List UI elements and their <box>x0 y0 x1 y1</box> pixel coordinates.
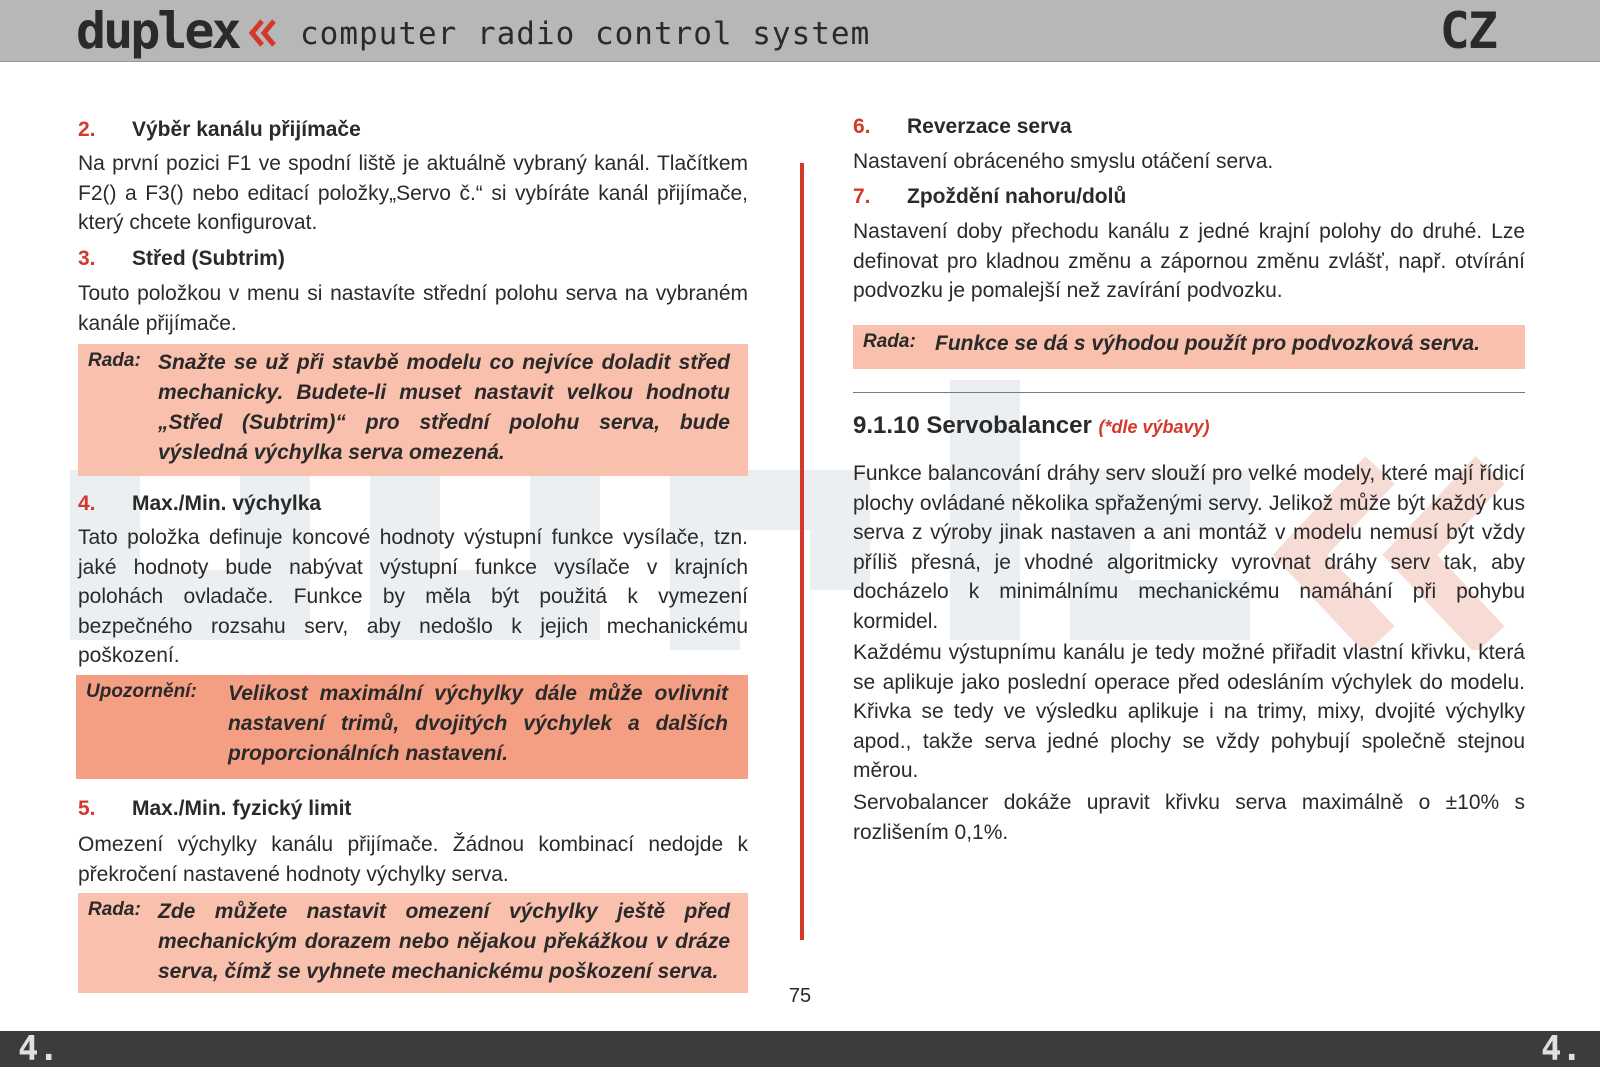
page-footer <box>0 1031 1600 1067</box>
tip-box <box>78 893 748 993</box>
heading-3 <box>78 245 285 273</box>
heading-7 <box>853 183 1126 211</box>
paragraph-7: Nastavení doby přechodu kanálu z jedné krajní polohy do druhé. Lze definovat pro kladnou změnu a zápornou změnu zvlášť, např. otvírání podvozku je pomalejší než zavírání podvozku. <box>853 220 1525 302</box>
paragraph-servobalancer-1: Funkce balancování dráhy serv slouží pro velké modely, které mají řídicí plochy ovládané několika spřaženými servy. Jelikož může být každý kus serva z výroby jinak nastaven a ani montáž v modelu nemusí být vždy příliš přesná, je vhodné algoritmicky vyrovnat dráhy serv tak, aby docházelo k minimálnímu mechanickému namáhání při pohybu kormidel. <box>853 462 1525 633</box>
heading-2 <box>78 116 361 144</box>
language-code: CZ <box>1439 2 1496 60</box>
section-rule <box>853 392 1525 393</box>
page-header <box>0 0 1600 62</box>
tip-box <box>853 325 1525 369</box>
tip-label: Rada: <box>88 350 141 371</box>
heading-title: Max./Min. výchylka <box>132 492 322 515</box>
paragraph-3: Touto položkou v menu si nastavíte střední polohu serva na vybraném kanále přijímače. <box>78 282 748 335</box>
paragraph-servobalancer-3: Servobalancer dokáže upravit křivku serva maximálně o ±10% s rozlišením 0,1%. <box>853 791 1525 844</box>
tip-text: Funkce se dá s výhodou použít pro podvozková serva. <box>935 332 1480 355</box>
heading-number: 2. <box>78 118 96 141</box>
heading-6 <box>853 113 1072 141</box>
heading-4 <box>78 490 321 518</box>
heading-title: Zpoždění nahoru/dolů <box>907 185 1127 208</box>
heading-5 <box>78 795 351 823</box>
tip-label: Rada: <box>88 899 141 920</box>
chapter-number-left: 4. <box>18 1029 59 1069</box>
chapter-number-right: 4. <box>1541 1029 1582 1069</box>
section-optional-note: (*dle výbavy) <box>1098 417 1210 437</box>
heading-title: Reverzace serva <box>907 115 1072 138</box>
heading-number: 4. <box>78 492 96 515</box>
tip-box <box>78 344 748 476</box>
heading-number: 3. <box>78 247 96 270</box>
heading-title: Střed (Subtrim) <box>132 247 285 270</box>
heading-title: Max./Min. fyzický limit <box>132 797 352 820</box>
paragraph-4: Tato položka definuje koncové hodnoty výstupní funkce vysílače, tzn. jaké hodnoty bude nabývat výstupní funkce vysílače v krajních polohách ovladače. Funkce by měla být použitá k vymezení bezpečného rozsahu serv, aby nedošlo k jejich mechanickému poškození. <box>78 526 748 667</box>
heading-number: 6. <box>853 115 871 138</box>
tip-label: Rada: <box>863 331 916 352</box>
paragraph-servobalancer-2: Každému výstupnímu kanálu je tedy možné přiřadit vlastní křivku, která se aplikuje jako poslední operace před odesláním výchylek do modelu. Křivka se tedy ve výsledku aplikuje i na trimy, mixy, dvojité výchylky apod., takže serva jedné plochy se vždy pohybují společně stejnou měrou. <box>853 641 1525 782</box>
section-title <box>853 410 1210 442</box>
warning-text: Velikost maximální výchylky dále může ovlivnit nastavení trimů, dvojitých výchylek a dalších proporcionálních nastavení. <box>228 682 728 765</box>
paragraph-5: Omezení výchylky kanálu přijímače. Žádnou kombinací nedojde k překročení nastavené hodnoty výchylky serva. <box>78 833 748 886</box>
chevron-logo-icon <box>248 18 278 48</box>
section-title-text: 9.1.10 Servobalancer <box>853 412 1092 439</box>
warning-label: Upozornění: <box>86 681 197 702</box>
column-divider <box>800 163 804 940</box>
tip-text: Snažte se už při stavbě modelu co nejvíce doladit střed mechanicky. Budete-li muset nastavit velkou hodnotu „Střed (Subtrim)“ pro střední polohu serva, bude výsledná výchylka serva omezená. <box>158 351 730 464</box>
paragraph-6: Nastavení obráceného smyslu otáčení serva. <box>853 150 1274 173</box>
page-number: 75 <box>788 985 812 1007</box>
tip-text: Zde můžete nastavit omezení výchylky ještě před mechanickým dorazem nebo nějakou překážkou v dráze serva, čímž se vyhnete mechanickému poškození serva. <box>158 900 730 983</box>
header-tagline: computer radio control system <box>300 16 871 52</box>
paragraph-2: Na první pozici F1 ve spodní liště je aktuálně vybraný kanál. Tlačítkem F2() a F3() nebo editací položky„Servo č.“ si vybíráte kanál přijímače, který chcete konfigurovat. <box>78 152 748 234</box>
brand-logo: duplex <box>76 2 239 60</box>
warning-box <box>76 675 748 779</box>
heading-title: Výběr kanálu přijímače <box>132 118 361 141</box>
heading-number: 7. <box>853 185 871 208</box>
heading-number: 5. <box>78 797 96 820</box>
